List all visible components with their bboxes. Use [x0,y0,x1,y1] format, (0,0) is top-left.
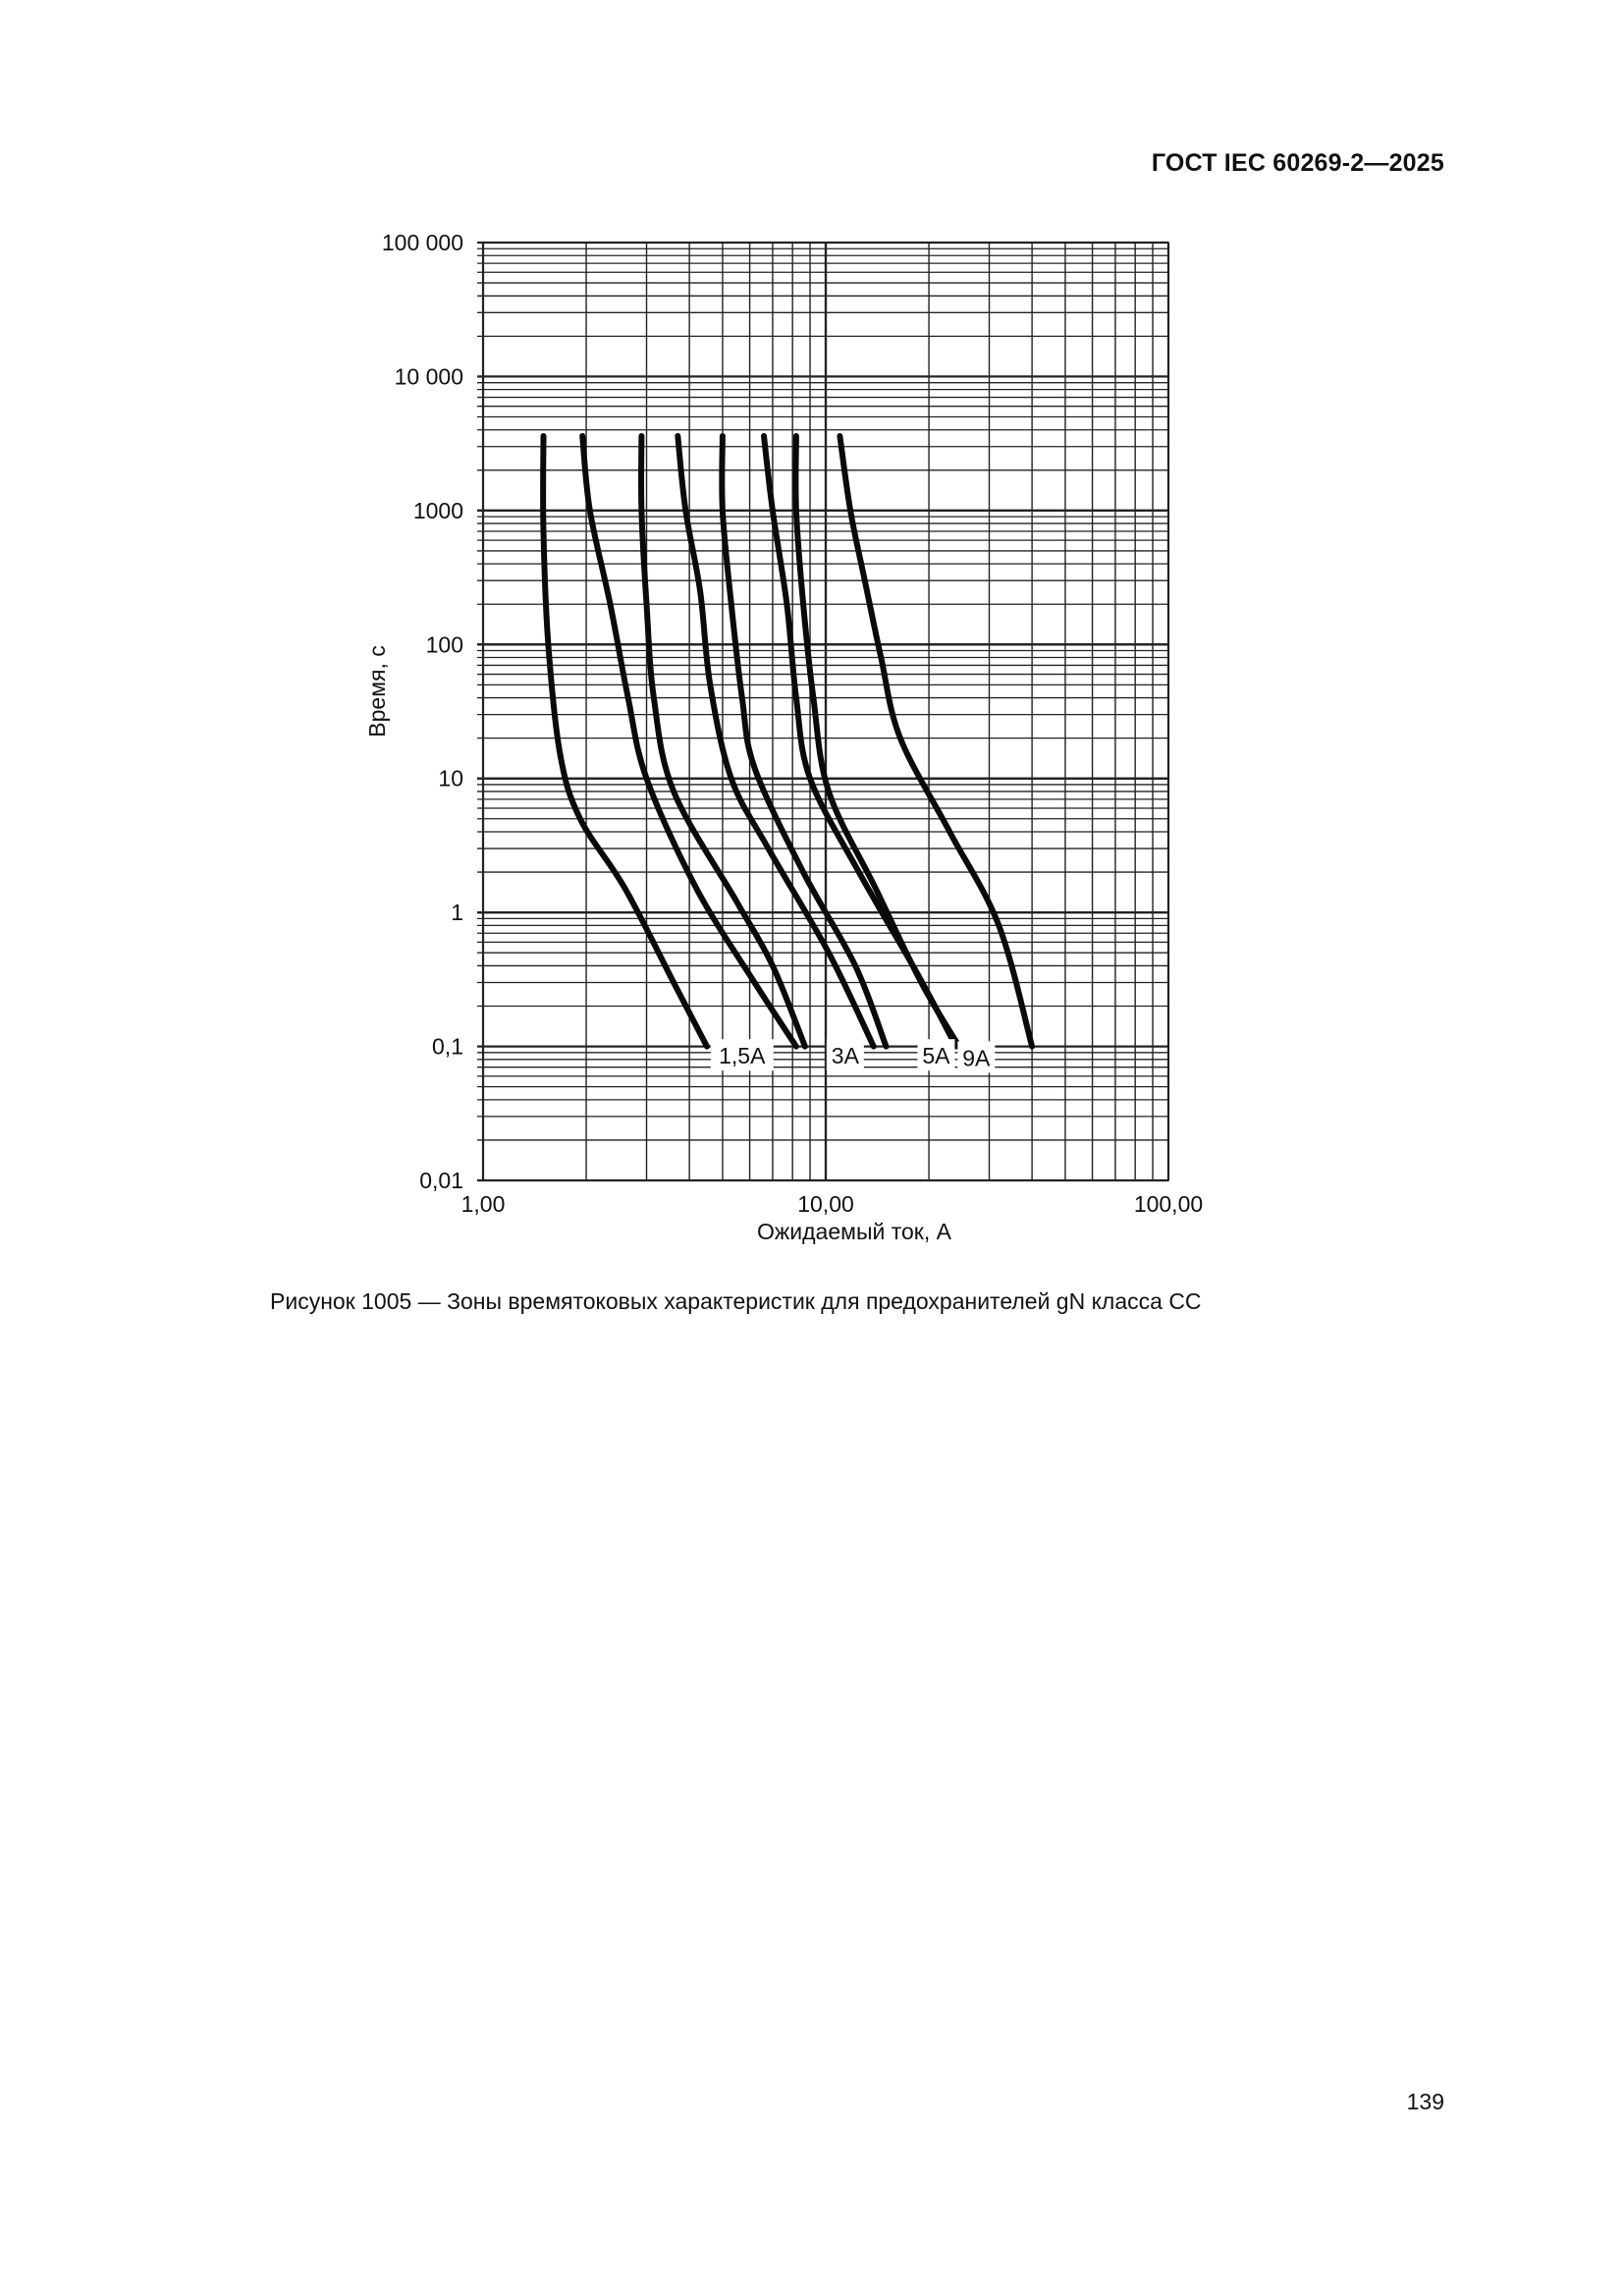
y-tick-labels [382,230,463,1193]
x-tick-label: 100,00 [1133,1191,1204,1217]
y-tick-label: 10 [438,765,463,792]
x-axis-label: Ожидаемый ток, А [757,1219,951,1244]
y-axis-label: Время, с [364,645,390,738]
curve-label: 1,5А [719,1043,766,1069]
curve-1 [543,436,707,1047]
curve-8 [839,436,1032,1047]
y-tick-label: 100 000 [381,230,463,255]
curve-label: 5А [922,1043,950,1069]
y-tick-label: 100 [425,631,463,658]
y-tick-label: 0,1 [432,1033,463,1060]
y-tick-label: 0,01 [419,1168,463,1193]
curve-labels [711,1039,996,1072]
curve-label: 3А [831,1043,859,1069]
chart-grid [477,243,1168,1180]
x-tick-label: 1,00 [460,1191,506,1217]
y-tick-label: 10 000 [394,363,463,390]
x-tick-label: 10,00 [797,1191,854,1217]
y-tick-label: 1 [451,900,463,926]
document-id-header: ГОСТ IEC 60269-2—2025 [1151,149,1444,177]
chart-curves [543,436,1032,1047]
curve-label: 9А [962,1045,991,1071]
figure-caption: Рисунок 1005 — Зоны времятоковых характеристик для предохранителей gN класса CC [270,1288,1202,1314]
curve-7 [795,436,958,1047]
page-number: 139 [1406,2089,1444,2114]
y-tick-label: 1000 [412,497,463,523]
x-tick-labels [461,1191,1204,1217]
